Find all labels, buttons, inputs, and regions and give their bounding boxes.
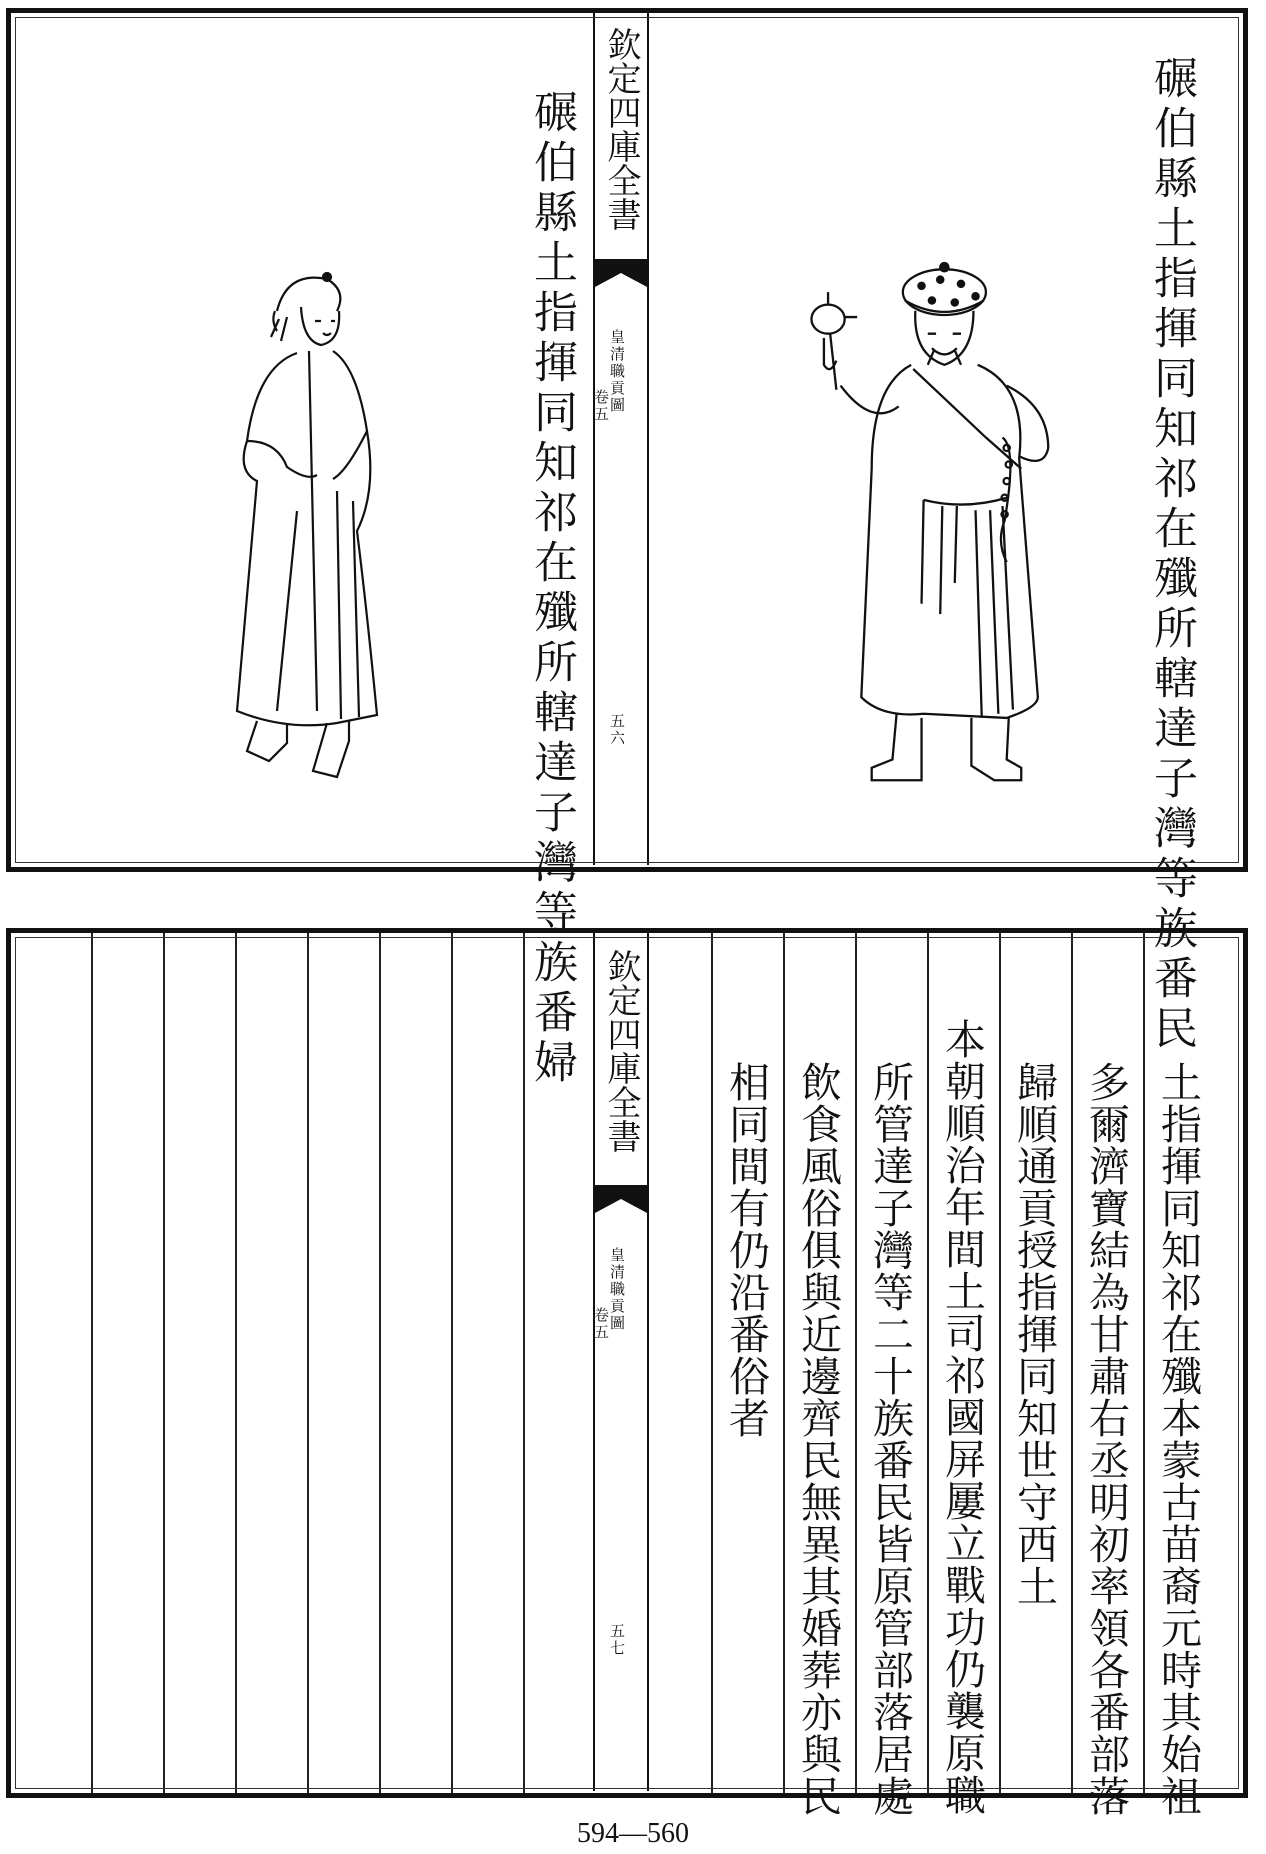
center-strip-bottom	[593, 933, 649, 1791]
top-page-frame	[6, 8, 1248, 1089]
column-rule	[91, 933, 93, 1793]
column-rule	[379, 933, 381, 1793]
text-column-1: 土指揮同知祁在殲本蒙古苗裔元時其始祖	[1154, 1061, 1202, 1817]
column-rule	[163, 933, 165, 1793]
column-rule	[451, 933, 453, 1793]
bottom-page-frame	[6, 928, 1248, 1817]
text-column-3: 歸順通貢授指揮同知世守西土	[1010, 1061, 1058, 1607]
strip-volume: 卷五	[592, 1307, 610, 1341]
fishtail-ornament	[595, 1185, 647, 1215]
strip-book-title: 皇清職貢圖	[608, 329, 626, 414]
text-column-2: 多爾濟寶結為甘肅右丞明初率領各番部落	[1082, 1061, 1130, 1817]
column-rule	[1143, 933, 1145, 1793]
fishtail-ornament	[595, 259, 647, 289]
page-number: 594—560	[577, 1818, 689, 1849]
strip-book-title: 皇清職貢圖	[608, 1247, 626, 1332]
strip-title: 欽定四庫全書	[601, 27, 641, 231]
column-rule	[855, 933, 857, 1793]
center-strip-top	[593, 13, 649, 865]
column-rule	[235, 933, 237, 1793]
strip-title: 欽定四庫全書	[601, 949, 641, 1153]
strip-volume: 卷五	[592, 389, 610, 423]
text-column-6: 飲食風俗俱與近邊齊民無異其婚葬亦與民	[794, 1061, 842, 1817]
caption-right: 碾伯縣土指揮同知祁在殲所轄達子灣等族番民	[1146, 55, 1197, 1055]
column-rule	[999, 933, 1001, 1793]
column-rule	[927, 933, 929, 1793]
column-rule	[783, 933, 785, 1793]
column-rule	[523, 933, 525, 1793]
text-column-7: 相同間有仍沿番俗者	[722, 1061, 770, 1439]
column-rule	[1071, 933, 1073, 1793]
text-column-5: 所管達子灣等二十族番民皆原管部落居處	[866, 1061, 914, 1817]
caption-left: 碾伯縣土指揮同知祁在殲所轄達子灣等族番婦	[526, 89, 577, 1089]
illustration-woman	[217, 261, 457, 801]
illustration-man	[799, 261, 1069, 801]
column-rule	[307, 933, 309, 1793]
column-rule	[711, 933, 713, 1793]
text-column-4: 本朝順治年間土司祁國屏屢立戰功仍襲原職	[938, 1018, 986, 1816]
strip-folio: 五六	[608, 713, 626, 747]
strip-folio: 五七	[608, 1623, 626, 1657]
